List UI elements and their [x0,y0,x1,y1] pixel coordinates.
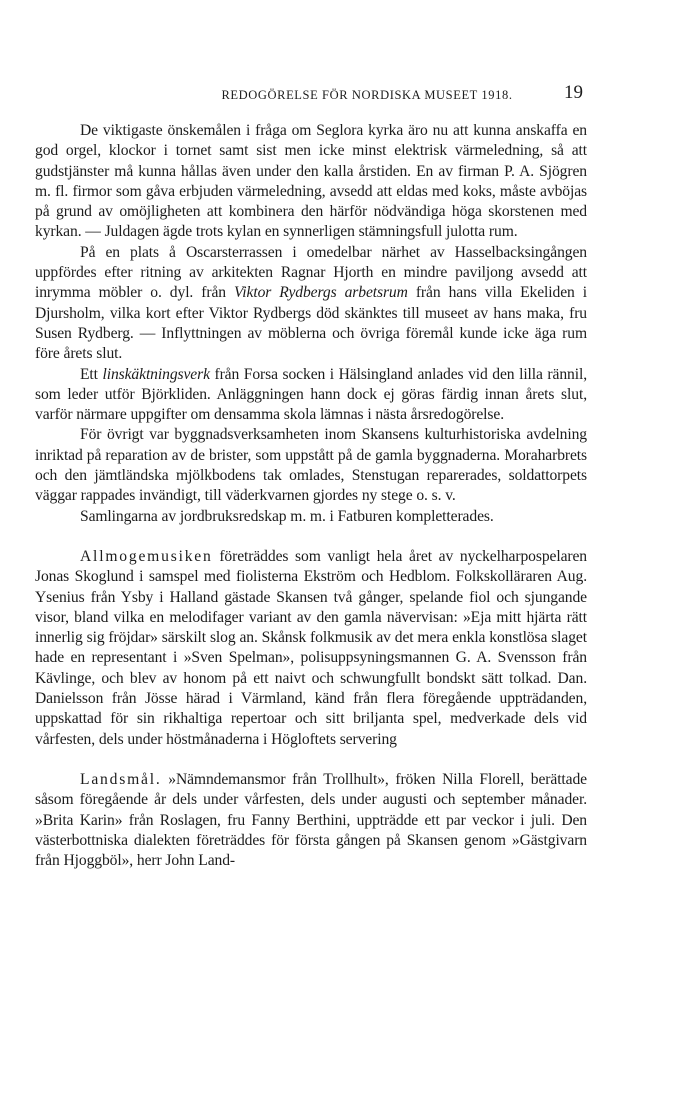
paragraph-text: från Forsa socken i Hälsingland anlades vid den lilla rännil, som leder utför Björkliden. Anläggningen hann dock ej göras färdig innan årets slut, varför närmare uppgifter om densamma skola lämnas i nästa årsredogörelse. [35,365,587,424]
paragraph-seglora [35,121,587,243]
paragraph-text: Samlingarna av jordbruksredskap m. m. i Fatburen kompletterades. [80,507,494,525]
paragraph-text: företräddes som vanligt hela året av nyckelharpospelaren Jonas Skoglund i samspel med fiolisterna Ekström och Hedblom. Folkskolläraren Aug. Ysenius från Ysby i Halland gästade Skansen två gånger, spelande fiol och sjungande visor, bland vilka en melodifager variant av den gamla nävervisan: »Eja mitt hjärta rätt innerlig sig fröjdar» särskilt slog an. Skånsk folkmusik av det mera enkla konstlösa slaget hade en representant i »Sven Spelman», polisuppsyningsmannen G. A. Svensson från Kävlinge, och blev av honom på ett naivt och schwungfullt bondskt sätt tolkad. Dan. Danielsson från Jösse härad i Värmland, känd från flera föregående uppträdanden, uppskattad för sin rikhaltiga repertoar och sitt briljanta spel, medverkade dels vid vårfesten, dels under höstmånaderna i Högloftets servering [35,547,587,748]
paragraph-text: »Nämndemansmor från Trollhult», fröken Nilla Florell, berättade såsom föregående år dels under vårfesten, dels under augusti och september månader. »Brita Karin» från Roslagen, fru Fanny Berthini, uppträdde ett par veckor i juli. Den västerbottniska dialekten företräddes för första gången på Skansen genom »Gästgivarn från Hjoggböl», herr John Land- [35,770,587,870]
paragraph-landsmal [35,770,587,871]
section-lead: Landsmål. [80,770,162,788]
paragraph-text: På en plats å Oscarsterrassen i omedelbar närhet av Hasselbacksingången uppfördes efter ritning av arkitekten Ragnar Hjorth en mindre paviljong avsedd att inrymma möbler o. dyl. från [35,243,587,302]
paragraph-text: För övrigt var byggnadsverksamheten inom Skansens kulturhistoriska avdelning inriktad på reparation av de brister, som uppstått på de gamla byggnaderna. Moraharbrets och den jämtländska mjölkbodens tak omlades, Stenstugan reparerades, soldattorpets väggar rappades invändigt, till väderkvarnen gjordes ny stege o. s. v. [35,426,587,505]
paragraph-text: Ett [80,365,103,383]
italic-term: linskäktningsverk [102,365,210,383]
paragraph-fatburen [35,507,587,527]
paragraph-building-repairs [35,425,587,506]
italic-term: Viktor Rydbergs arbetsrum [234,284,408,302]
running-header: REDOGÖRELSE FÖR NORDISKA MUSEET 1918. [221,88,513,102]
section-lead: Allmogemusiken [80,547,213,565]
paragraph-allmogemusiken [35,547,587,750]
paragraph-linskaktningsverk [35,365,587,426]
body-text [35,121,587,871]
page-number: 19 [564,82,583,103]
paragraph-text: De viktigaste önskemålen i fråga om Seglora kyrka äro nu att kunna anskaffa en god orgel, klockor i tornet samt sist men icke minst elektrisk värmeledning, så att gudstjänster må kunna hållas även under den kalla årstiden. En av firman P. A. Sjögren m. fl. firmor som gåva erbjuden värmeledning, avsedd att eldas med koks, måste avböjas på grund av omöjligheten att kombinera den härför nödvändiga höga skorstenen med kyrkan. — Juldagen ägde trots kylan en synnerligen stämningsfull julotta rum. [35,122,587,241]
paragraph-text: från hans villa Ekeliden i Djursholm, vilka kort efter Viktor Rydbergs död skänktes till museet av hans maka, fru Susen Rydberg. — Inflyttningen av möblerna och övriga föremål kunde icke äga rum före årets slut. [35,284,587,363]
paragraph-rydberg-pavilion [35,243,587,365]
